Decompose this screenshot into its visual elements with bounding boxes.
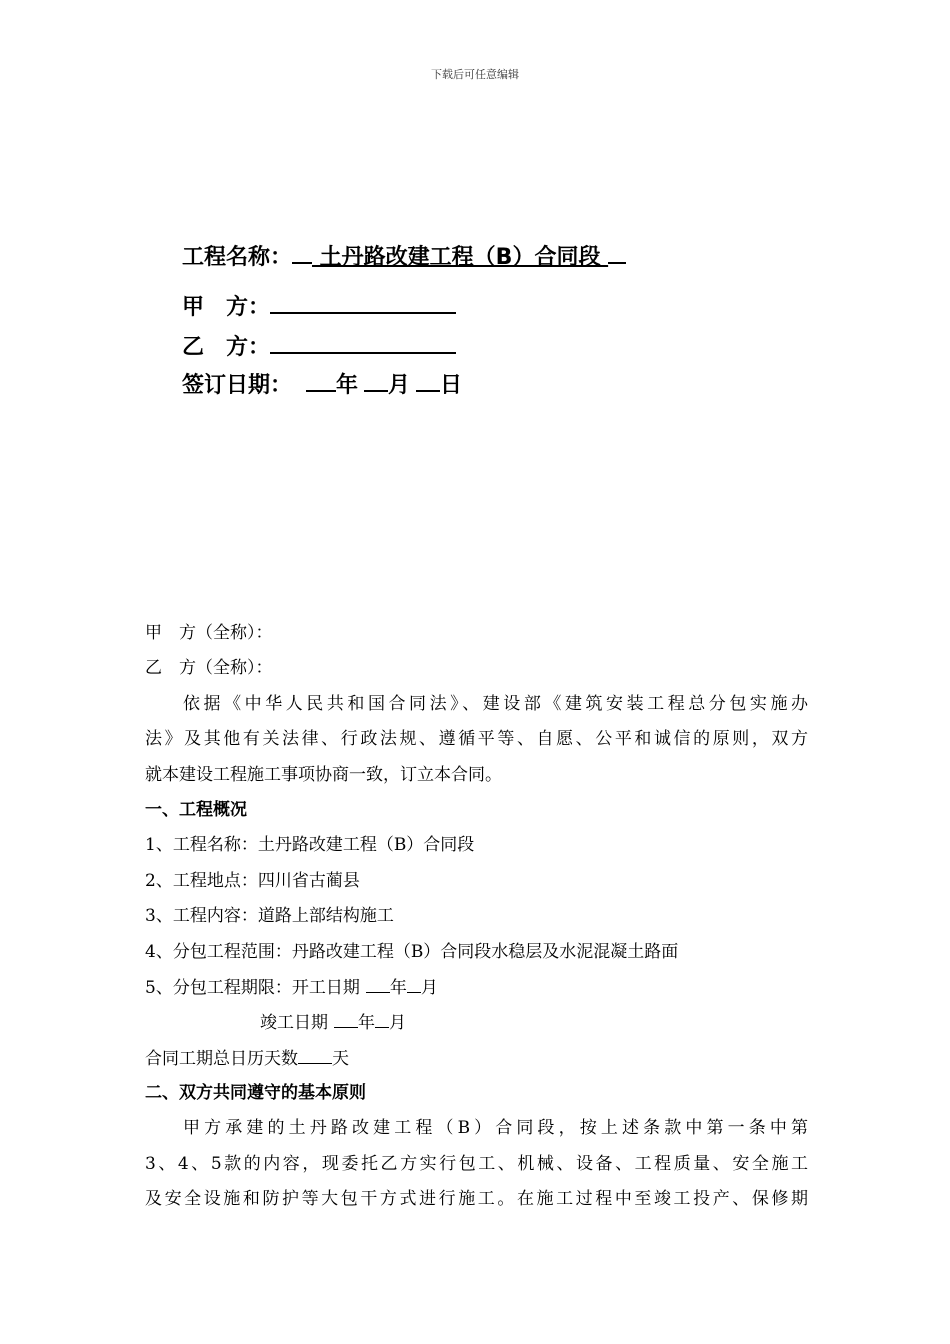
party-a-blank xyxy=(270,288,456,314)
cover-block xyxy=(182,238,626,404)
party-a-label: 甲 方： xyxy=(182,295,271,320)
intro-line-3: 就本建设工程施工事项协商一致，订立本合同。 xyxy=(145,764,502,785)
completion-month-label: 月 xyxy=(389,1013,406,1034)
party-a-line xyxy=(182,288,626,326)
overview-item-1: 1、工程名称：土丹路改建工程（B）合同段 xyxy=(145,835,475,856)
total-days-prefix: 合同工期总日历天数 xyxy=(145,1048,298,1069)
project-name-value: 土丹路改建工程（B）合同段 xyxy=(312,245,609,270)
sign-year-label: 年 xyxy=(336,373,359,398)
overview-item-5 xyxy=(145,970,808,1005)
overview-item-4: 4、分包工程范围：丹路改建工程（B）合同段水稳层及水泥混凝土路面 xyxy=(145,941,679,962)
party-b-line xyxy=(182,328,626,366)
principle-line-3: 及安全设施和防护等大包干方式进行施工。在施工过程中至竣工投产、保修期 xyxy=(145,1189,808,1210)
party-b-fullname: 乙 方（全称）： xyxy=(145,658,273,679)
header-note: 下载后可任意编辑 xyxy=(431,68,519,81)
party-a-fullname: 甲 方（全称）： xyxy=(145,623,273,643)
intro-line-2: 法》及其他有关法律、行政法规、遵循平等、自愿、公平和诚信的原则，双方 xyxy=(145,729,808,750)
project-name-line xyxy=(182,238,626,276)
sign-date-label: 签订日期： xyxy=(182,373,293,398)
sign-month-label: 月 xyxy=(388,373,411,398)
section-2-title: 二、双方共同遵守的基本原则 xyxy=(145,1083,366,1104)
completion-year-label: 年 xyxy=(358,1013,375,1034)
principle-line-1: 甲方承建的土丹路改建工程（B）合同段，按上述条款中第一条中第 xyxy=(183,1118,808,1139)
completion-date-line xyxy=(145,1005,808,1040)
party-b-label: 乙 方： xyxy=(182,335,271,360)
start-year-label: 年 xyxy=(389,977,407,998)
overview-item-2: 2、工程地点：四川省古蔺县 xyxy=(145,870,360,891)
start-date-prefix: 5、分包工程期限：开工日期 xyxy=(145,977,360,998)
total-days-suffix: 天 xyxy=(332,1048,349,1069)
sign-date-line xyxy=(182,366,626,404)
principle-line-2: 3、4、5款的内容，现委托乙方实行包工、机械、设备、工程质量、安全施工 xyxy=(145,1153,808,1174)
sign-day-label: 日 xyxy=(440,373,463,398)
party-b-blank xyxy=(270,328,456,354)
start-month-label: 月 xyxy=(420,977,438,998)
total-days-line xyxy=(145,1041,808,1076)
overview-item-3: 3、工程内容：道路上部结构施工 xyxy=(145,906,394,927)
project-name-label: 工程名称： xyxy=(182,245,293,270)
section-1-title: 一、工程概况 xyxy=(145,799,247,820)
contract-body xyxy=(145,616,808,1218)
intro-line-1: 依据《中华人民共和国合同法》、建设部《建筑安装工程总分包实施办 xyxy=(183,693,808,714)
completion-label: 竣工日期 xyxy=(260,1013,328,1034)
